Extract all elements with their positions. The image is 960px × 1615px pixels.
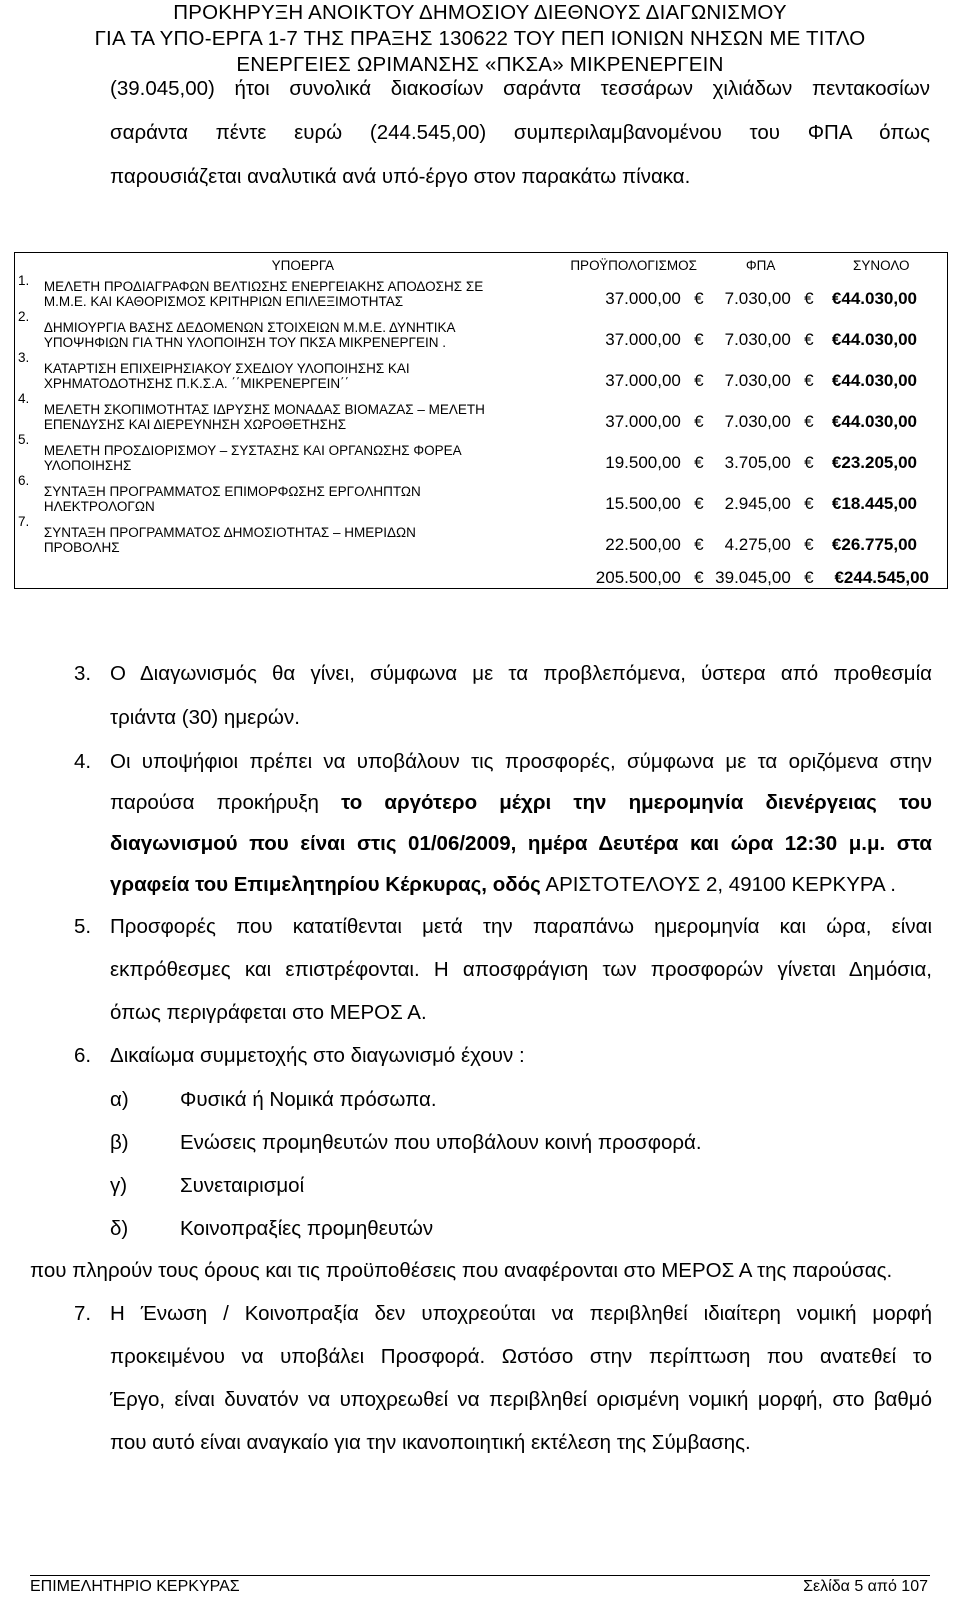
row-total-cell bbox=[816, 432, 948, 473]
header-vat: ΦΠΑ bbox=[745, 257, 776, 273]
row-number: 2. bbox=[18, 308, 30, 324]
section-4-line-2-plain: παρούσα προκήρυξη bbox=[110, 791, 319, 814]
row-budget-cell bbox=[562, 473, 706, 514]
intro-line-3: παρουσιάζεται αναλυτικά ανά υπό-έργο στον παρακάτω πίνακα. bbox=[110, 165, 691, 188]
row-vat: 3.705,00 bbox=[724, 452, 791, 472]
table-row bbox=[15, 391, 948, 432]
euro-sign: € bbox=[694, 329, 704, 349]
table-header-row bbox=[15, 253, 948, 273]
section-4-line-1: Οι υποψήφιοι πρέπει να υποβάλουν τις προσφορές, σύμφωνα με τα οριζόμενα στην bbox=[110, 750, 932, 773]
row-vat-cell bbox=[706, 350, 816, 391]
header-subprojects: ΥΠΟΕΡΓΑ bbox=[271, 257, 335, 273]
row-budget-cell bbox=[562, 514, 706, 555]
table-row bbox=[15, 273, 948, 309]
list-item-c-label: γ) bbox=[110, 1174, 128, 1197]
list-item-c-text: Συνεταιρισμοί bbox=[180, 1174, 305, 1197]
total-budget: 205.500,00 bbox=[595, 568, 681, 587]
budget-table bbox=[14, 252, 948, 589]
intro-line-2: σαράντα πέντε ευρώ (244.545,00) συμπεριλαμβανομένου του ΦΠΑ όπως bbox=[110, 121, 930, 144]
section-6-closing: που πληρούν τους όρους και τις προϋποθέσεις που αναφέρονται στο ΜΕΡΟΣ Α της παρούσας. bbox=[30, 1259, 893, 1282]
row-description-line-2: ΕΠΕΝΔΥΣΗΣ ΚΑΙ ΔΙΕΡΕΥΝΗΣΗ ΧΩΡΟΘΕΤΗΣΗΣ bbox=[43, 416, 347, 432]
row-total: 18.445,00 bbox=[841, 493, 917, 513]
row-budget: 37.000,00 bbox=[605, 329, 681, 349]
section-4-line-4-plain: ΑΡΙΣΤΟΤΕΛΟΥΣ 2, 49100 ΚΕΡΚΥΡΑ . bbox=[545, 873, 896, 896]
section-5-line-3: όπως περιγράφεται στο ΜΕΡΟΣ Α. bbox=[110, 1001, 427, 1024]
row-vat: 4.275,00 bbox=[724, 534, 791, 554]
row-total-cell bbox=[816, 473, 948, 514]
row-number: 3. bbox=[18, 349, 30, 365]
row-vat: 7.030,00 bbox=[724, 370, 791, 390]
section-4-line-3: διαγωνισμού που είναι στις 01/06/2009, ημέρα Δευτέρα και ώρα 12:30 μ.μ. στα bbox=[110, 832, 932, 855]
section-6-number: 6. bbox=[74, 1044, 92, 1067]
intro-paragraph bbox=[110, 67, 930, 199]
total-total: 244.545,00 bbox=[843, 568, 929, 587]
section-3-number: 3. bbox=[74, 662, 92, 685]
footer-left: ΕΠΙΜΕΛΗΤΗΡΙΟ ΚΕΡΚΥΡΑΣ bbox=[30, 1578, 240, 1595]
section-4-line-2-bold: το αργότερο μέχρι την ημερομηνία διενέργειας του bbox=[341, 791, 932, 814]
list-item-b-label: β) bbox=[110, 1131, 129, 1154]
row-description-line-2: ΠΡΟΒΟΛΗΣ bbox=[43, 539, 120, 555]
euro-sign: € bbox=[804, 493, 814, 513]
section-3-line-2: τριάντα (30) ημερών. bbox=[110, 706, 300, 729]
table-row bbox=[15, 514, 948, 555]
row-budget: 37.000,00 bbox=[605, 370, 681, 390]
table-body bbox=[15, 273, 948, 555]
row-description-line-2: ΥΛΟΠΟΙΗΣΗΣ bbox=[43, 457, 132, 473]
section-7-line-2: προκειμένου να υποβάλει Προσφορά. Ωστόσο στην περίπτωση που ανατεθεί το bbox=[110, 1345, 932, 1368]
row-total: 44.030,00 bbox=[841, 411, 917, 431]
row-vat-cell bbox=[706, 391, 816, 432]
euro-sign: € bbox=[694, 452, 704, 472]
table-row bbox=[15, 350, 948, 391]
euro-sign: € bbox=[804, 288, 814, 308]
row-description bbox=[44, 514, 562, 555]
row-description-line-2: ΥΠΟΨΗΦΙΩΝ ΓΙΑ ΤΗΝ ΥΛΟΠΟΙΗΣΗ ΤΟΥ ΠΚΣΑ ΜΙΚΡΕΝΕΡΓΕΙΝ . bbox=[43, 334, 446, 350]
row-vat-cell bbox=[706, 514, 816, 555]
row-budget-cell bbox=[562, 432, 706, 473]
row-vat-cell bbox=[706, 473, 816, 514]
row-budget: 22.500,00 bbox=[605, 534, 681, 554]
table-row bbox=[15, 432, 948, 473]
section-7-number: 7. bbox=[74, 1302, 92, 1325]
header-line-3: ΕΝΕΡΓΕΙΕΣ ΩΡΙΜΑΝΣΗΣ «ΠΚΣΑ» ΜΙΚΡΕΝΕΡΓΕΙΝ bbox=[236, 53, 724, 76]
total-vat: 39.045,00 bbox=[715, 568, 791, 587]
row-vat: 7.030,00 bbox=[724, 329, 791, 349]
row-total-cell bbox=[816, 514, 948, 555]
euro-sign: € bbox=[804, 411, 814, 431]
row-description bbox=[44, 432, 562, 473]
row-description bbox=[44, 309, 562, 350]
header-total: ΣΥΝΟΛΟ bbox=[852, 257, 910, 273]
row-vat-cell bbox=[706, 273, 816, 309]
row-number: 4. bbox=[18, 390, 30, 406]
row-description-line-1: ΜΕΛΕΤΗ ΠΡΟΔΙΑΓΡΑΦΩΝ ΒΕΛΤΙΩΣΗΣ ΕΝΕΡΓΕΙΑΚΗΣ ΑΠΟΔΟΣΗΣ ΣΕ bbox=[43, 278, 484, 294]
euro-sign: € bbox=[831, 493, 842, 513]
euro-sign: € bbox=[804, 568, 814, 587]
header-budget: ΠΡΟΫΠΟΛΟΓΙΣΜΟΣ bbox=[570, 257, 698, 273]
row-budget: 19.500,00 bbox=[605, 452, 681, 472]
row-vat-cell bbox=[706, 309, 816, 350]
section-4-number: 4. bbox=[74, 750, 92, 773]
row-number: 1. bbox=[18, 272, 30, 288]
euro-sign: € bbox=[694, 370, 704, 390]
row-budget-cell bbox=[562, 391, 706, 432]
row-description-line-1: ΣΥΝΤΑΞΗ ΠΡΟΓΡΑΜΜΑΤΟΣ ΕΠΙΜΟΡΦΩΣΗΣ ΕΡΓΟΛΗΠΤΩΝ bbox=[43, 483, 421, 499]
euro-sign: € bbox=[694, 568, 704, 587]
row-description bbox=[44, 273, 562, 309]
row-description bbox=[44, 350, 562, 391]
row-description-line-1: ΔΗΜΙΟΥΡΓΙΑ ΒΑΣΗΣ ΔΕΔΟΜΕΝΩΝ ΣΤΟΙΧΕΙΩΝ Μ.Μ.Ε. ΔΥΝΗΤΙΚΑ bbox=[43, 319, 456, 335]
row-budget-cell bbox=[562, 350, 706, 391]
row-budget: 15.500,00 bbox=[605, 493, 681, 513]
table-row bbox=[15, 473, 948, 514]
footer-page-number: Σελίδα 5 από 107 bbox=[803, 1578, 928, 1595]
row-total-cell bbox=[816, 391, 948, 432]
section-5-line-1: Προσφορές που κατατίθενται μετά την παραπάνω ημερομηνία και ώρα, είναι bbox=[110, 915, 932, 938]
row-description bbox=[44, 391, 562, 432]
section-6-line-1: Δικαίωμα συμμετοχής στο διαγωνισμό έχουν : bbox=[110, 1044, 525, 1067]
row-description-line-2: ΗΛΕΚΤΡΟΛΟΓΩΝ bbox=[43, 498, 155, 514]
row-total: 26.775,00 bbox=[841, 534, 917, 554]
list-item-b-text: Ενώσεις προμηθευτών που υποβάλουν κοινή προσφορά. bbox=[180, 1131, 702, 1154]
row-number: 6. bbox=[18, 472, 30, 488]
row-number: 7. bbox=[18, 513, 30, 529]
row-vat: 7.030,00 bbox=[724, 411, 791, 431]
header-line-1: ΠΡΟΚΗΡΥΞΗ ΑΝΟΙΚΤΟΥ ΔΗΜΟΣΙΟΥ ΔΙΕΘΝΟΥΣ ΔΙΑΓΩΝΙΣΜΟΥ bbox=[173, 1, 787, 24]
list-item-d-label: δ) bbox=[110, 1217, 129, 1240]
section-4-line-4 bbox=[110, 863, 932, 907]
row-description-line-1: ΜΕΛΕΤΗ ΠΡΟΣΔΙΟΡΙΣΜΟΥ – ΣΥΣΤΑΣΗΣ ΚΑΙ ΟΡΓΑΝΩΣΗΣ ΦΟΡΕΑ bbox=[43, 442, 462, 458]
list-item-a-text: Φυσικά ή Νομικά πρόσωπα. bbox=[180, 1088, 437, 1111]
euro-sign: € bbox=[804, 534, 814, 554]
row-number: 5. bbox=[18, 431, 30, 447]
section-4-line-4-bold: γραφεία του Επιμελητηρίου Κέρκυρας, οδός bbox=[110, 873, 541, 896]
row-budget-cell bbox=[562, 309, 706, 350]
section-7-line-4: που αυτό είναι αναγκαίο για την ικανοποιητική εκτέλεση της Σύμβασης. bbox=[110, 1431, 751, 1454]
euro-sign: € bbox=[831, 329, 842, 349]
euro-sign: € bbox=[694, 411, 704, 431]
row-description-line-2: Μ.Μ.Ε. ΚΑΙ ΚΑΘΟΡΙΣΜΟΣ ΚΡΙΤΗΡΙΩΝ ΕΠΙΛΕΞΙΜΟΤΗΤΑΣ bbox=[43, 293, 404, 309]
euro-sign: € bbox=[804, 370, 814, 390]
euro-sign: € bbox=[804, 452, 814, 472]
intro-line-1: (39.045,00) ήτοι συνολικά διακοσίων σαράντα τεσσάρων χιλιάδων πεντακοσίων bbox=[110, 77, 930, 100]
row-description-line-2: ΧΡΗΜΑΤΟΔΟΤΗΣΗΣ Π.Κ.Σ.Α. ΄΄ΜΙΚΡΕΝΕΡΓΕΙΝ΄΄ bbox=[43, 375, 350, 391]
row-total-cell bbox=[816, 273, 948, 309]
euro-sign: € bbox=[694, 534, 704, 554]
euro-sign: € bbox=[834, 568, 844, 587]
row-budget-cell bbox=[562, 273, 706, 309]
row-total: 44.030,00 bbox=[841, 329, 917, 349]
row-description-line-1: ΜΕΛΕΤΗ ΣΚΟΠΙΜΟΤΗΤΑΣ ΙΔΡΥΣΗΣ ΜΟΝΑΔΑΣ ΒΙΟΜΑΖΑΣ – ΜΕΛΕΤΗ bbox=[43, 401, 485, 417]
euro-sign: € bbox=[694, 493, 704, 513]
list-item-a-label: α) bbox=[110, 1088, 129, 1111]
section-3-line-1: Ο Διαγωνισμός θα γίνει, σύμφωνα με τα προβλεπόμενα, ύστερα από προθεσμία bbox=[110, 662, 932, 685]
row-description bbox=[44, 473, 562, 514]
euro-sign: € bbox=[831, 534, 842, 554]
row-vat: 7.030,00 bbox=[724, 288, 791, 308]
row-vat: 2.945,00 bbox=[724, 493, 791, 513]
table-totals-row bbox=[15, 555, 948, 589]
euro-sign: € bbox=[804, 329, 814, 349]
euro-sign: € bbox=[831, 411, 842, 431]
euro-sign: € bbox=[831, 288, 842, 308]
section-5-number: 5. bbox=[74, 915, 92, 938]
section-7-line-3: Έργο, είναι δυνατόν να υποχρεωθεί να περιβληθεί ορισμένη νομική μορφή, στο βαθμό bbox=[110, 1388, 932, 1411]
row-budget: 37.000,00 bbox=[605, 411, 681, 431]
header-line-2: ΓΙΑ ΤΑ ΥΠΟ-ΕΡΓΑ 1-7 ΤΗΣ ΠΡΑΞΗΣ 130622 ΤΟΥ ΠΕΠ ΙΟΝΙΩΝ ΝΗΣΩΝ ΜΕ ΤΙΤΛΟ bbox=[94, 27, 866, 50]
euro-sign: € bbox=[831, 452, 842, 472]
row-total: 23.205,00 bbox=[841, 452, 917, 472]
row-budget: 37.000,00 bbox=[605, 288, 681, 308]
section-4-line-2 bbox=[110, 781, 932, 825]
row-vat-cell bbox=[706, 432, 816, 473]
euro-sign: € bbox=[831, 370, 842, 390]
section-7-line-1: Η Ένωση / Κοινοπραξία δεν υποχρεούται να περιβληθεί ιδιαίτερη νομική μορφή bbox=[110, 1302, 932, 1325]
row-total-cell bbox=[816, 350, 948, 391]
row-total-cell bbox=[816, 309, 948, 350]
list-item-d-text: Κοινοπραξίες προμηθευτών bbox=[180, 1217, 434, 1240]
table-row bbox=[15, 309, 948, 350]
row-total: 44.030,00 bbox=[841, 288, 917, 308]
section-5-line-2: εκπρόθεσμες και επιστρέφονται. Η αποσφράγιση των προσφορών γίνεται Δημόσια, bbox=[110, 958, 932, 981]
row-description-line-1: ΣΥΝΤΑΞΗ ΠΡΟΓΡΑΜΜΑΤΟΣ ΔΗΜΟΣΙΟΤΗΤΑΣ – ΗΜΕΡΙΔΩΝ bbox=[43, 524, 416, 540]
row-total: 44.030,00 bbox=[841, 370, 917, 390]
euro-sign: € bbox=[694, 288, 704, 308]
row-description-line-1: ΚΑΤΑΡΤΙΣΗ ΕΠΙΧΕΙΡΗΣΙΑΚΟΥ ΣΧΕΔΙΟΥ ΥΛΟΠΟΙΗΣΗΣ ΚΑΙ bbox=[43, 360, 410, 376]
footer-rule bbox=[30, 1575, 930, 1576]
